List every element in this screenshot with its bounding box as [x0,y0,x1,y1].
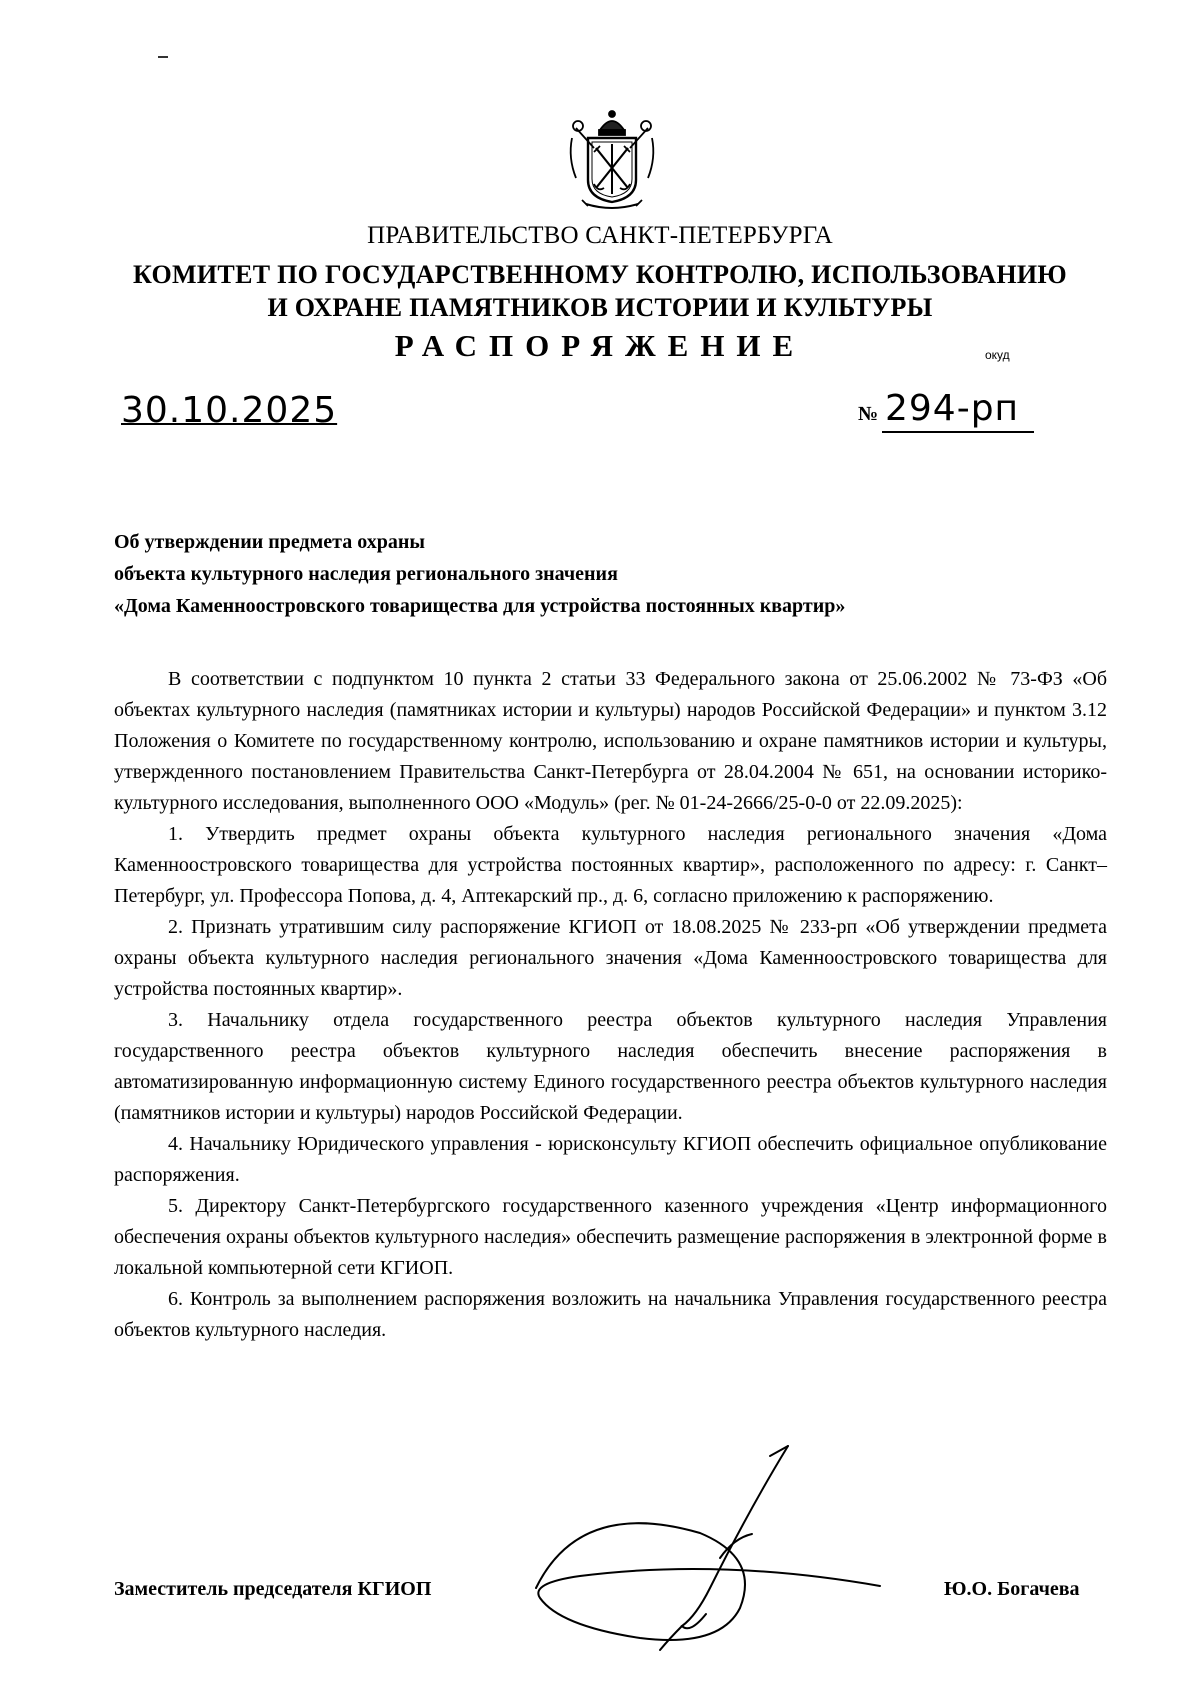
number-label: № [858,403,879,425]
paragraph-preamble: В соответствии с подпунктом 10 пункта 2 статьи 33 Федерального закона от 25.06.2002 № 73-ФЗ «Об объектах культурного наследия (памятниках истории и культуры) народов Российской Федерации» и пунктом 3.12 Положения о Комитете по государственному контролю, использованию и охране памятников истории и культуры, утвержденного постановлением Правительства Санкт-Петербурга от 28.04.2004 № 651, на основании историко-культурного исследования, выполненного ООО «Модуль» (рег. № 01-24-2666/25-0-0 от 22.09.2025): [114,668,1107,814]
subject-line-3: «Дома Каменноостровского товарищества для устройства постоянных квартир» [114,595,846,617]
government-name: ПРАВИТЕЛЬСТВО САНКТ-ПЕТЕРБУРГА [367,222,833,249]
signer-name: Ю.О. Богачева [944,1578,1080,1600]
scan-mark [158,56,168,58]
subject-line-1: Об утверждении предмета охраны [114,531,425,553]
document-date: 30.10.2025 [121,390,338,431]
committee-name-line-2: И ОХРАНЕ ПАМЯТНИКОВ ИСТОРИИ И КУЛЬТУРЫ [267,293,933,322]
document-number: 294-рп [885,388,1020,429]
number-underline [882,431,1034,433]
okud-label: окуд [985,348,1010,362]
paragraph-item-6: 6. Контроль за выполнением распоряжения возложить на начальника Управления государственного реестра объектов культурного наследия. [114,1288,1107,1341]
paragraph-item-4: 4. Начальнику Юридического управления - юрисконсульту КГИОП обеспечить официальное опубликование распоряжения. [114,1133,1107,1186]
signer-role: Заместитель председателя КГИОП [114,1578,432,1600]
document-subject [114,526,1114,622]
coat-of-arms-icon [566,108,658,212]
paragraph-item-1: 1. Утвердить предмет охраны объекта культурного наследия регионального значения «Дома Каменноостровского товарищества для устройства постоянных квартир», расположенного по адресу: г. Санкт–Петербург, ул. Профессора Попова, д. 4, Аптекарский пр., д. 6, согласно приложению к распоряжению. [114,823,1107,907]
document-body [114,664,1107,1346]
handwritten-signature-icon [520,1438,900,1658]
paragraph-item-5: 5. Директору Санкт-Петербургского государственного казенного учреждения «Центр информационного обеспечения охраны объектов культурного наследия» обеспечить размещение распоряжения в электронной форме в локальной компьютерной сети КГИОП. [114,1195,1107,1279]
subject-line-2: объекта культурного наследия регионального значения [114,563,618,585]
committee-name-line-1: КОМИТЕТ ПО ГОСУДАРСТВЕННОМУ КОНТРОЛЮ, ИСПОЛЬЗОВАНИЮ [133,260,1067,289]
document-type: РАСПОРЯЖЕНИЕ [394,328,806,363]
paragraph-item-2: 2. Признать утратившим силу распоряжение КГИОП от 18.08.2025 № 233-рп «Об утверждении предмета охраны объекта культурного наследия регионального значения «Дома Каменноостровского товарищества для устройства постоянных квартир». [114,916,1107,1000]
paragraph-item-3: 3. Начальнику отдела государственного реестра объектов культурного наследия Управления государственного реестра объектов культурного наследия обеспечить внесение распоряжения в автоматизированную информационную систему Единого государственного реестра объектов культурного наследия (памятников истории и культуры) народов Российской Федерации. [114,1009,1107,1124]
